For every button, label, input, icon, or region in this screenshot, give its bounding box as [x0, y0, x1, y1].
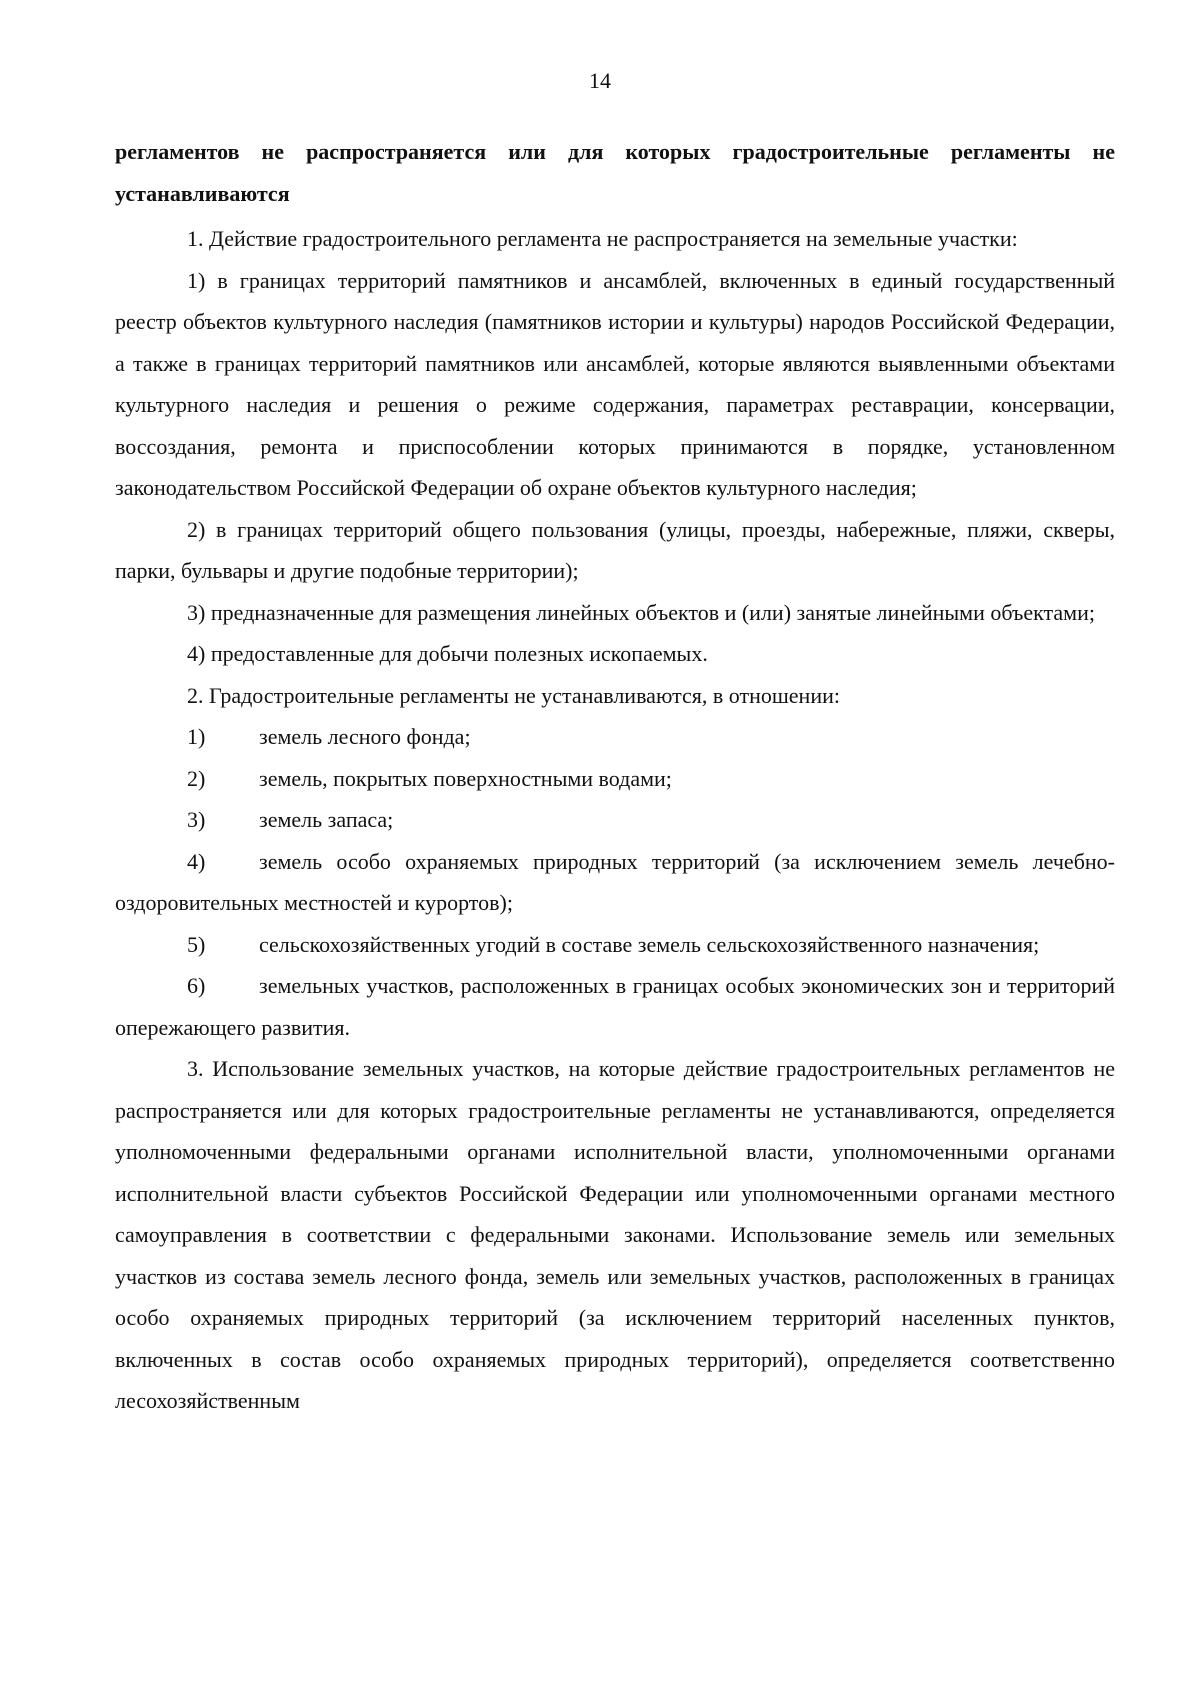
paragraph-1-item-4: 4) предоставленные для добычи полезных ископаемых.	[187, 641, 708, 666]
paragraph-3: 3. Использование земельных участков, на которые действие градостроительных регламентов не распространяется или для которых градостроительные регламенты не устанавливаются, определяется уполномоченными федеральными органами исполнительной власти, уполномоченными органами исполнительной власти субъектов Российской Федерации или уполномоченными органами местного самоуправления в соответствии с федеральными законами. Использование земель или земельных участков из состава земель лесного фонда, земель или земельных участков, расположенных в границах особо охраняемых природных территорий (за исключением территорий населенных пунктов, включенных в состав особо охраняемых природных территорий), определяется соответственно лесохозяйственным	[115, 1056, 1115, 1413]
list-item	[115, 799, 1115, 841]
list-item-number: 2)	[187, 765, 206, 791]
list-item-text: земель запаса;	[259, 807, 394, 832]
document-body	[115, 131, 1115, 1422]
paragraph-1-item-3: 3) предназначенные для размещения линейных объектов и (или) занятые линейными объектами;	[187, 599, 1095, 625]
list-item-number: 3)	[187, 807, 206, 832]
list-item-text: земель, покрытых поверхностными водами;	[259, 765, 672, 791]
list-item	[115, 965, 1115, 1048]
list-item	[115, 924, 1115, 966]
list-item	[115, 841, 1115, 924]
list-item-text: земель особо охраняемых природных территорий (за исключением земель лечебно-оздоровительных местностей и курортов);	[115, 848, 1115, 915]
list-item-text: земель лесного фонда;	[259, 724, 471, 749]
page-number: 14	[589, 68, 611, 93]
list-item-text: сельскохозяйственных угодий в составе земель сельскохозяйственного назначения;	[259, 931, 1040, 957]
paragraph-1: 1. Действие градостроительного регламента не распространяется на земельные участки:	[187, 226, 1018, 251]
list-item-number: 4)	[187, 848, 206, 874]
list-item-number: 5)	[187, 931, 206, 957]
list-item	[115, 758, 1115, 800]
list-item-number: 6)	[187, 973, 206, 998]
paragraph-2: 2. Градостроительные регламенты не устанавливаются, в отношении:	[187, 682, 840, 708]
list-item-number: 1)	[187, 724, 206, 749]
list-item	[115, 716, 1115, 758]
list-item-text: земельных участков, расположенных в границах особых экономических зон и территорий опережающего развития.	[115, 973, 1115, 1040]
paragraph-1-item-1: 1) в границах территорий памятников и ансамблей, включенных в единый государственный реестр объектов культурного наследия (памятников истории и культуры) народов Российской Федерации, а также в границах территорий памятников или ансамблей, которые являются выявленными объектами культурного наследия и решения о режиме содержания, параметрах реставрации, консервации, воссоздания, ремонта и приспособлении которых принимаются в порядке, установленном законодательством Российской Федерации об охране объектов культурного наследия;	[115, 267, 1115, 500]
paragraph-1-item-2: 2) в границах территорий общего пользования (улицы, проезды, набережные, пляжи, скверы, парки, бульвары и другие подобные территории);	[115, 516, 1115, 583]
section-heading: регламентов не распространяется или для которых градостроительные регламенты не устанавливаются	[115, 139, 1115, 206]
